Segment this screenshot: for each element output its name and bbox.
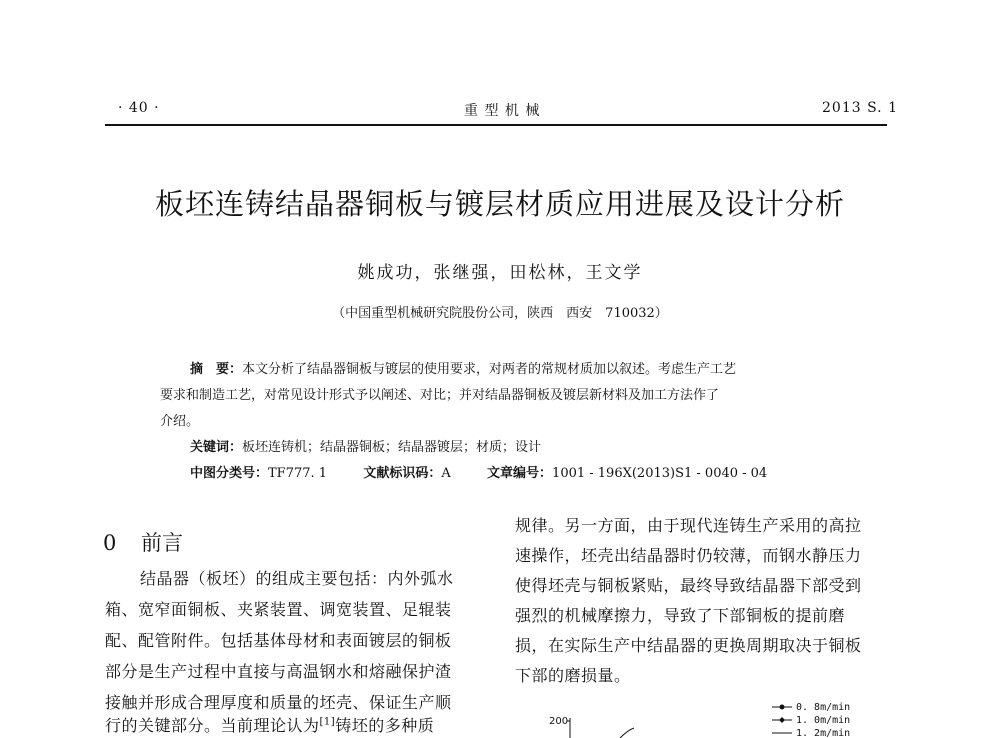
wear-chart-fragment bbox=[540, 700, 870, 738]
section-title: 前言 bbox=[141, 531, 183, 555]
citation-ref: [1] bbox=[319, 716, 336, 728]
left-line-3: 配、配管附件。包括基体母材和表面镀层的铜板 bbox=[105, 631, 452, 650]
left-line-4: 部分是生产过程中直接与高温钢水和熔融保护渣 bbox=[105, 662, 452, 681]
abstract-line-1 bbox=[190, 358, 736, 377]
legend-entry-3: 1. 2m/min bbox=[796, 728, 851, 738]
article-number-label: 文章编号： bbox=[487, 466, 553, 481]
abstract-line-3: 介绍。 bbox=[160, 414, 200, 429]
authors: 姚成功，张继强，田松林，王文学 bbox=[357, 263, 643, 283]
keywords-label: 关键词： bbox=[190, 440, 243, 455]
left-line-6 bbox=[105, 713, 434, 736]
left-line-6-text: 行的关键部分。当前理论认为 bbox=[105, 716, 320, 735]
right-line-1: 规律。另一方面，由于现代连铸生产采用的高拉 bbox=[515, 516, 862, 535]
clc-label: 中图分类号： bbox=[190, 466, 269, 481]
legend-entry-1: 0. 8m/min bbox=[796, 702, 851, 713]
section-heading bbox=[103, 527, 183, 557]
left-line-2: 箱、宽窄面铜板、夹紧装置、调宽装置、足辊装 bbox=[105, 600, 452, 619]
chart-y-tick-200: 200 bbox=[549, 716, 569, 727]
right-line-2: 速操作，坯壳出结晶器时仍较薄，而钢水静压力 bbox=[515, 546, 862, 565]
clc-value: TF777. 1 bbox=[268, 466, 328, 481]
keywords-text: 板坯连铸机；结晶器铜板；结晶器镀层；材质；设计 bbox=[242, 440, 542, 455]
paper-title: 板坯连铸结晶器铜板与镀层材质应用进展及设计分析 bbox=[154, 187, 845, 221]
journal-name: 重 型 机 械 bbox=[464, 103, 541, 119]
classification-line bbox=[190, 462, 767, 481]
doc-code-value: A bbox=[441, 466, 451, 481]
right-line-6: 下部的磨损量。 bbox=[515, 666, 631, 685]
right-line-5: 损，在实际生产中结晶器的更换周期取决于铜板 bbox=[515, 636, 862, 655]
right-line-3: 使得坯壳与铜板紧贴，最终导致结晶器下部受到 bbox=[515, 576, 862, 595]
page-number: · 40 · bbox=[118, 100, 160, 116]
legend-entry-2: 1. 0m/min bbox=[796, 715, 851, 726]
article-number-value: 1001 - 196X(2013)S1 - 0040 - 04 bbox=[552, 466, 768, 481]
abstract-text-1: 本文分析了结晶器铜板与镀层的使用要求，对两者的常规材质加以叙述。考虑生产工艺 bbox=[242, 362, 737, 377]
section-number: 0 bbox=[103, 531, 117, 555]
legend-marker-1 bbox=[780, 705, 785, 710]
left-line-6-tail: 铸坯的多种质 bbox=[335, 716, 435, 735]
left-line-1: 结晶器（板坯）的组成主要包括：内外弧水 bbox=[140, 569, 454, 588]
issue-label: 2013 S. 1 bbox=[822, 100, 898, 116]
left-line-5: 接触并形成合理厚度和质量的坯壳、保证生产顺 bbox=[105, 693, 452, 712]
header-rule bbox=[105, 124, 887, 126]
affiliation: （中国重型机械研究院股份公司，陕西 西安 710032） bbox=[332, 306, 668, 321]
doc-code-label: 文献标识码： bbox=[363, 466, 442, 481]
right-line-4: 强烈的机械摩擦力，导致了下部铜板的提前磨 bbox=[515, 606, 846, 625]
abstract-label: 摘 要： bbox=[190, 362, 243, 377]
legend-marker-2 bbox=[779, 717, 785, 723]
chart-curve bbox=[620, 728, 634, 738]
keywords-line bbox=[190, 436, 541, 455]
abstract-line-2: 要求和制造工艺，对常见设计形式予以阐述、对比；并对结晶器铜板及镀层新材料及加工方法作了 bbox=[160, 388, 720, 403]
